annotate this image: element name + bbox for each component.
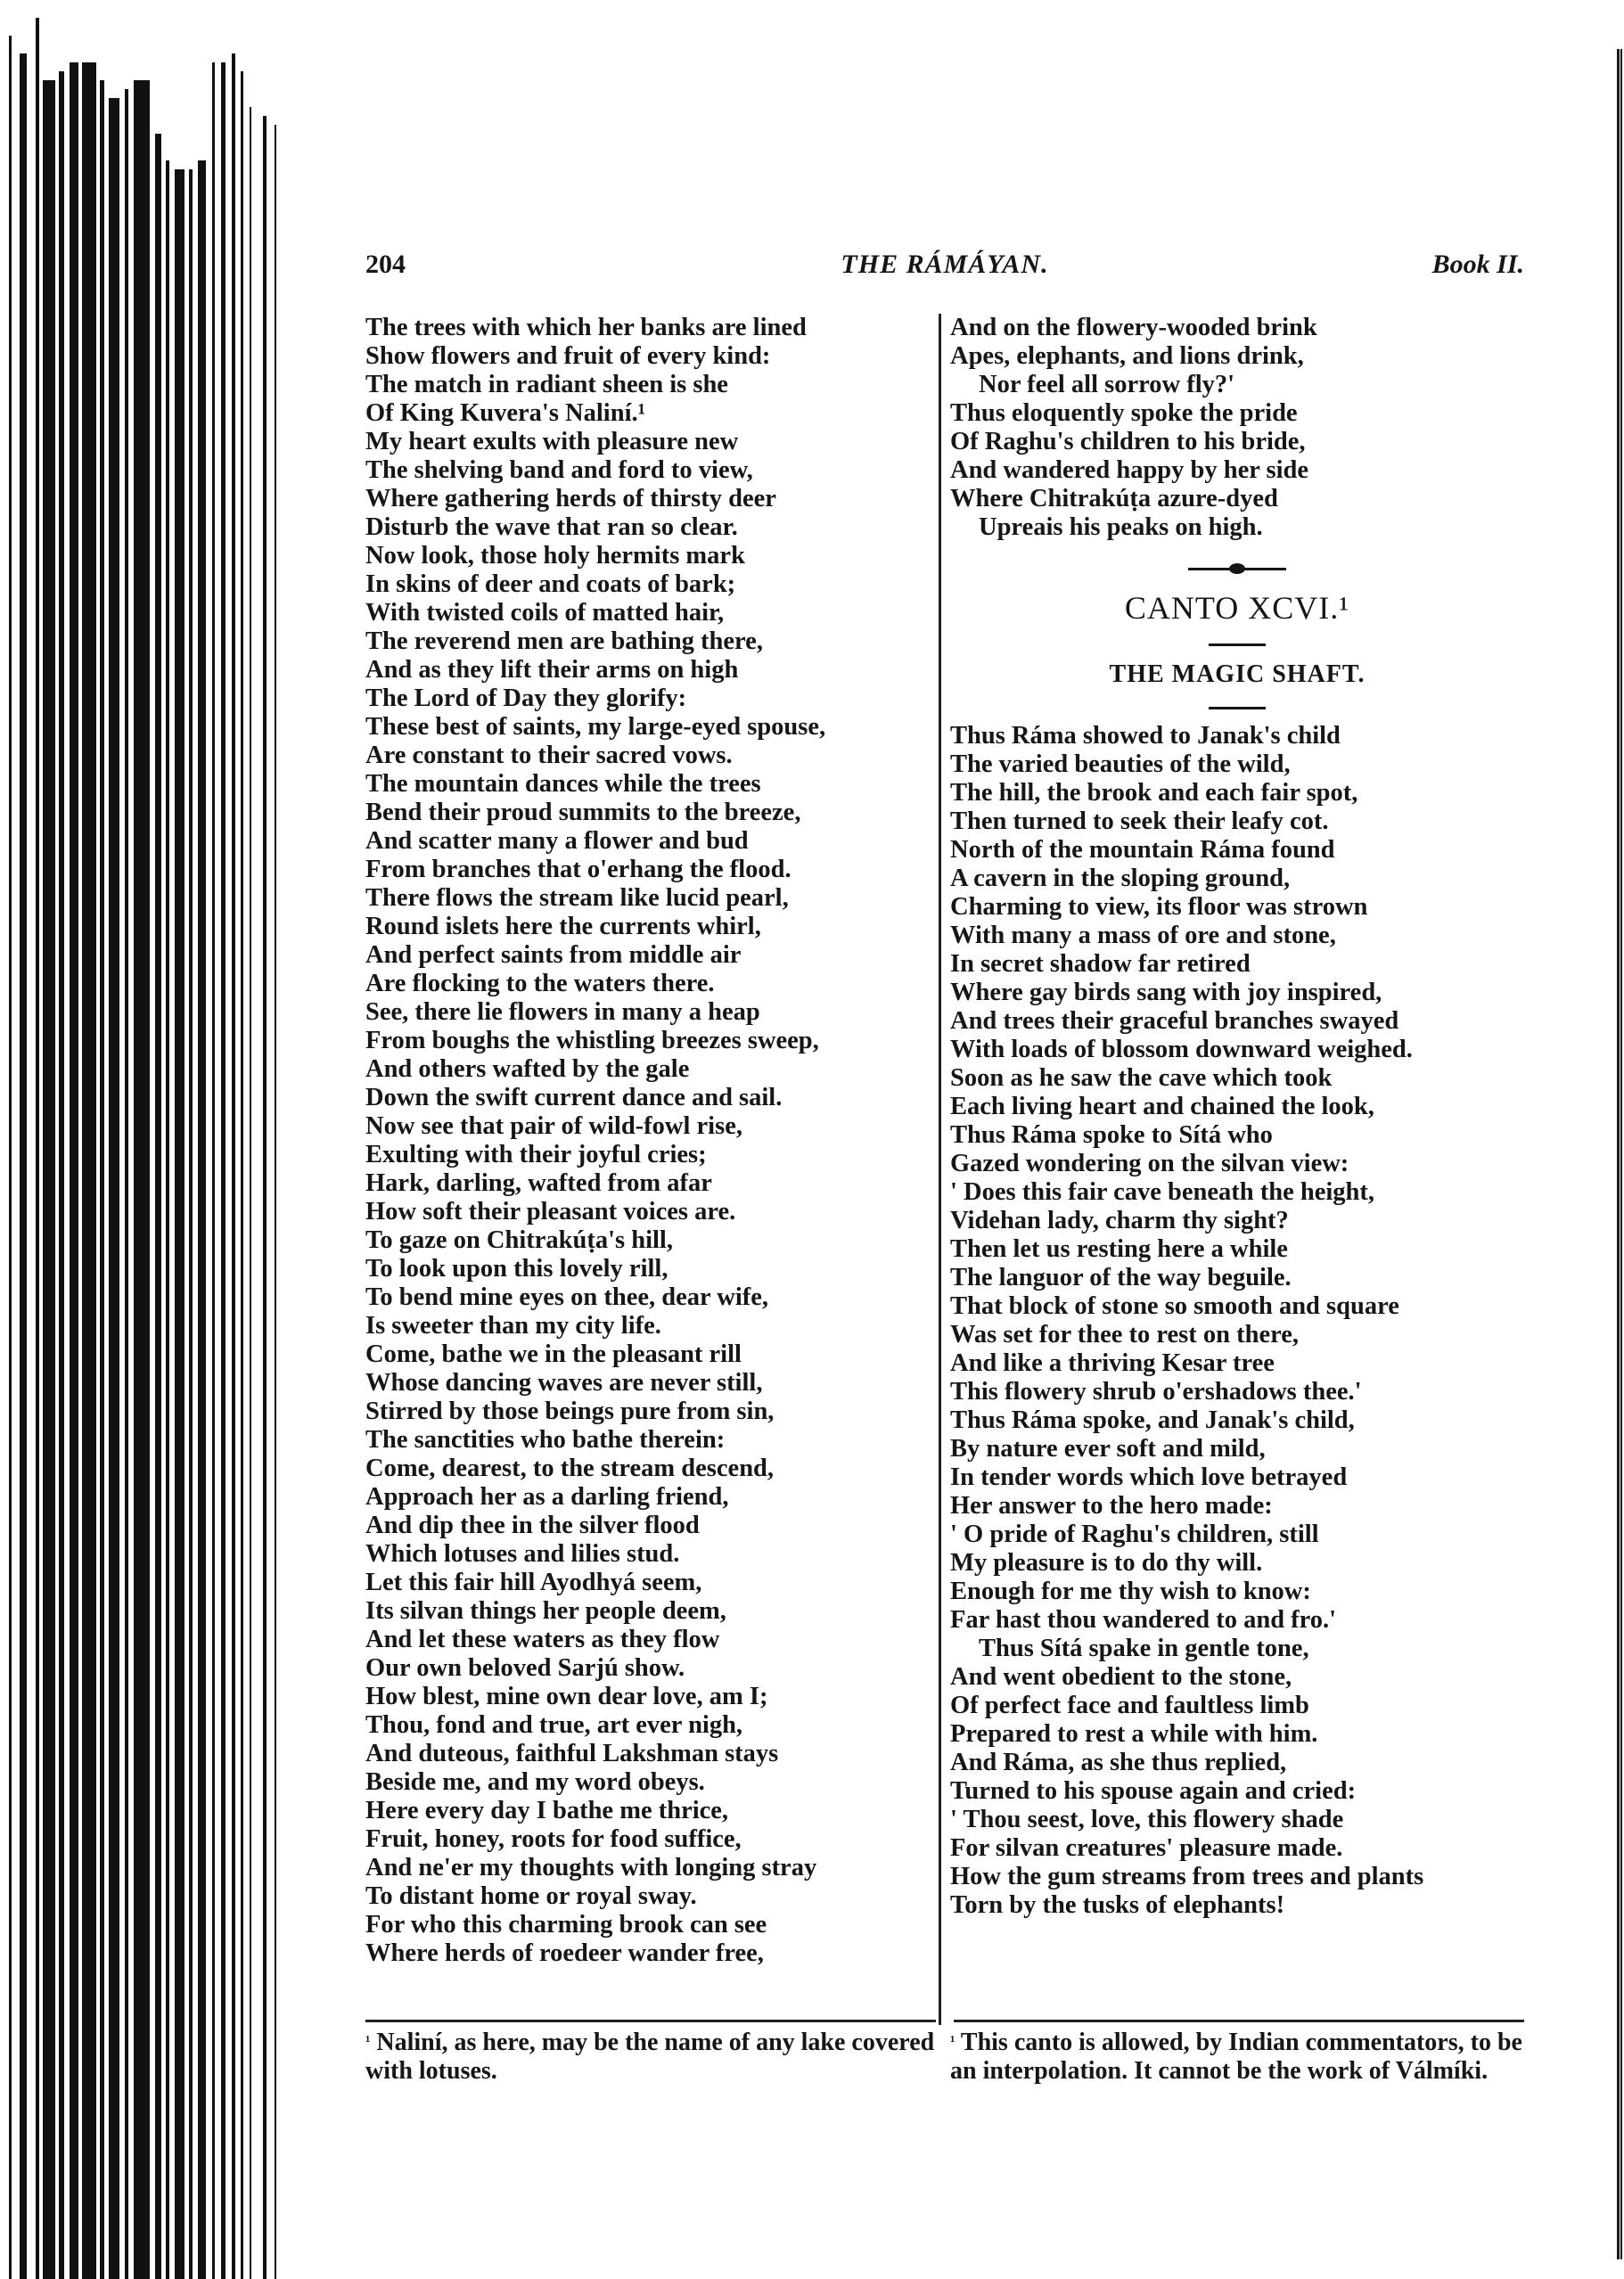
verse-line: The reverend men are bathing there, — [365, 627, 763, 655]
verse-line: Come, dearest, to the stream descend, — [365, 1455, 775, 1482]
verse-line: See, there lie flowers in many a heap — [365, 998, 760, 1026]
verse-line: Charming to view, its floor was strown — [950, 893, 1368, 921]
verse-line: From boughs the whistling breezes sweep, — [365, 1027, 819, 1054]
left-footnote-rule — [365, 2020, 936, 2022]
verse-line: ' Does this fair cave beneath the height, — [950, 1178, 1375, 1206]
verse-line: In skins of deer and coats of bark; — [365, 570, 736, 598]
verse-line: ' Thou seest, love, this flowery shade — [950, 1806, 1344, 1833]
verse-line: My heart exults with pleasure new — [365, 428, 739, 455]
verse-line: The sanctities who bathe therein: — [365, 1426, 726, 1454]
verse-line: A cavern in the sloping ground, — [950, 865, 1291, 892]
verse-line: Thus Ráma spoke to Sítá who — [950, 1121, 1273, 1149]
verse-line: To bend mine eyes on thee, dear wife, — [365, 1283, 769, 1311]
verse-line: From branches that o'erhang the flood. — [365, 856, 791, 883]
footnote-text: Naliní, as here, may be the name of any lake covered with lotuses. — [365, 2029, 935, 2085]
verse-line: Then turned to seek their leafy cot. — [950, 807, 1329, 835]
verse-line: Each living heart and chained the look, — [950, 1093, 1374, 1120]
verse-line: Disturb the wave that ran so clear. — [365, 513, 738, 541]
verse-line: The match in radiant sheen is she — [365, 371, 728, 398]
verse-line: Upreais his peaks on high. — [979, 513, 1263, 541]
verse-line: Videhan lady, charm thy sight? — [950, 1207, 1289, 1234]
right-footnote-rule — [954, 2020, 1524, 2022]
footnote-mark: ¹ — [365, 2032, 371, 2050]
verse-line: Where herds of roedeer wander free, — [365, 1939, 764, 1967]
verse-line: With many a mass of ore and stone, — [950, 922, 1336, 949]
text-columns — [365, 314, 1524, 2034]
verse-line: Of King Kuvera's Naliní.¹ — [365, 399, 646, 427]
verse-line: And wandered happy by her side — [950, 456, 1309, 484]
verse-line: And Ráma, as she thus replied, — [950, 1749, 1287, 1776]
verse-line: Thus Ráma showed to Janak's child — [950, 722, 1341, 750]
verse-line: And dip thee in the silver flood — [365, 1512, 700, 1539]
verse-line: Are flocking to the waters there. — [365, 970, 715, 997]
verse-line: To look upon this lovely rill, — [365, 1255, 668, 1283]
verse-line: For silvan creatures' pleasure made. — [950, 1834, 1343, 1862]
verse-line: Here every day I bathe me thrice, — [365, 1797, 729, 1824]
verse-line: Was set for thee to rest on there, — [950, 1321, 1299, 1349]
verse-line: The mountain dances while the trees — [365, 770, 761, 798]
verse-line: Thus Ráma spoke, and Janak's child, — [950, 1406, 1355, 1434]
verse-line: Round islets here the currents whirl, — [365, 913, 761, 940]
verse-line: That block of stone so smooth and square — [950, 1292, 1399, 1320]
verse-line: Her answer to the hero made: — [950, 1492, 1273, 1520]
title-rule — [1209, 644, 1266, 646]
book-reference: Book II. — [1431, 250, 1524, 279]
footnote-text: This canto is allowed, by Indian commentators, to be an interpolation. It cannot be the work of Válmíki. — [950, 2029, 1522, 2085]
verse-line: Enough for me thy wish to know: — [950, 1578, 1311, 1605]
verse-line: How the gum streams from trees and plants — [950, 1863, 1424, 1890]
verse-line: The trees with which her banks are lined — [365, 314, 807, 341]
book-page — [365, 250, 1524, 2085]
verse-line: How soft their pleasant voices are. — [365, 1198, 736, 1226]
verse-line: Beside me, and my word obeys. — [365, 1768, 705, 1796]
verse-line: For who this charming brook can see — [365, 1911, 767, 1939]
verse-line: Thou, fond and true, art ever nigh, — [365, 1711, 743, 1739]
canto-subtitle: THE MAGIC SHAFT. — [1109, 660, 1366, 688]
right-column — [950, 314, 1524, 1920]
verse-line: Is sweeter than my city life. — [365, 1312, 661, 1340]
verse-line: Turned to his spouse again and cried: — [950, 1777, 1357, 1805]
verse-line: And scatter many a flower and bud — [365, 827, 749, 855]
verse-line: In tender words which love betrayed — [950, 1463, 1348, 1491]
verse-line: And as they lift their arms on high — [365, 656, 739, 684]
ornament-divider — [1188, 562, 1286, 576]
verse-line: And ne'er my thoughts with longing stray — [365, 1854, 817, 1881]
verse-line: And let these waters as they flow — [365, 1626, 720, 1653]
verse-line: The varied beauties of the wild, — [950, 750, 1291, 778]
verse-line: And trees their graceful branches swayed — [950, 1007, 1399, 1035]
verse-line: This flowery shrub o'ershadows thee.' — [950, 1378, 1362, 1406]
verse-line: Stirred by those beings pure from sin, — [365, 1398, 775, 1425]
verse-line: To gaze on Chitrakúṭa's hill, — [365, 1226, 673, 1254]
verse-line: Now see that pair of wild-fowl rise, — [365, 1112, 742, 1140]
verse-line: Then let us resting here a while — [950, 1235, 1288, 1263]
verse-line: The Lord of Day they glorify: — [365, 685, 687, 712]
verse-line: The hill, the brook and each fair spot, — [950, 779, 1358, 807]
verse-line: Hark, darling, wafted from afar — [365, 1169, 712, 1197]
verse-line: Let this fair hill Ayodhyá seem, — [365, 1569, 702, 1596]
verse-line: Torn by the tusks of elephants! — [950, 1891, 1285, 1919]
verse-line: Show flowers and fruit of every kind: — [365, 342, 771, 370]
verse-line: And perfect saints from middle air — [365, 941, 742, 969]
verse-line: In secret shadow far retired — [950, 950, 1251, 978]
verse-line: Come, bathe we in the pleasant rill — [365, 1340, 742, 1368]
subtitle-rule — [1209, 707, 1266, 709]
verse-line: Whose dancing waves are never still, — [365, 1369, 763, 1397]
footnote-mark: ¹ — [950, 2032, 956, 2050]
verse-line: Where gathering herds of thirsty deer — [365, 485, 776, 512]
verse-line: And others wafted by the gale — [365, 1055, 690, 1083]
verse-line: Of perfect face and faultless limb — [950, 1692, 1309, 1719]
verse-line: Gazed wondering on the silvan view: — [950, 1150, 1349, 1177]
verse-line: And like a thriving Kesar tree — [950, 1349, 1275, 1377]
verse-line: How blest, mine own dear love, am I; — [365, 1683, 768, 1710]
canto-title: CANTO XCVI.¹ — [1124, 590, 1350, 626]
verse-line: Of Raghu's children to his bride, — [950, 428, 1306, 455]
column-divider — [939, 314, 941, 2025]
verse-line: Where gay birds sang with joy inspired, — [950, 979, 1382, 1006]
verse-line: Bend their proud summits to the breeze, — [365, 799, 801, 826]
page-header — [365, 250, 1524, 299]
verse-line: The languor of the way beguile. — [950, 1264, 1292, 1291]
verse-line: ' O pride of Raghu's children, still — [950, 1521, 1319, 1548]
right-column-verses-top — [950, 314, 1524, 542]
verse-line: Prepared to rest a while with him. — [950, 1720, 1318, 1748]
verse-line: To distant home or royal sway. — [365, 1882, 697, 1910]
verse-line: Thus eloquently spoke the pride — [950, 399, 1298, 427]
verse-line: There flows the stream like lucid pearl, — [365, 884, 789, 912]
verse-line: Our own beloved Sarjú show. — [365, 1654, 685, 1682]
verse-line: Down the swift current dance and sail. — [365, 1084, 783, 1111]
running-title: THE RÁMÁYAN. — [841, 250, 1049, 279]
footnote-left — [365, 2029, 936, 2086]
verse-line: Nor feel all sorrow fly?' — [979, 371, 1235, 398]
verse-line: Its silvan things her people deem, — [365, 1597, 726, 1625]
verse-line: My pleasure is to do thy will. — [950, 1549, 1263, 1577]
footnote-right — [950, 2029, 1524, 2086]
right-page-edge — [1615, 49, 1624, 2259]
verse-line: Thus Sítá spake in gentle tone, — [979, 1635, 1309, 1662]
verse-line: And went obedient to the stone, — [950, 1663, 1292, 1691]
verse-line: Which lotuses and lilies stud. — [365, 1540, 680, 1568]
right-column-verses-bottom — [950, 722, 1524, 1920]
verse-line: Fruit, honey, roots for food suffice, — [365, 1825, 742, 1853]
verse-line: Approach her as a darling friend, — [365, 1483, 729, 1511]
page-number: 204 — [365, 250, 406, 279]
verse-line: Soon as he saw the cave which took — [950, 1064, 1333, 1092]
book-binding-edge — [0, 0, 285, 2279]
verse-line: And duteous, faithful Lakshman stays — [365, 1740, 779, 1767]
verse-line: The shelving band and ford to view, — [365, 456, 753, 484]
verse-line: With twisted coils of matted hair, — [365, 599, 725, 627]
verse-line: North of the mountain Ráma found — [950, 836, 1335, 864]
verse-line: Where Chitrakúṭa azure-dyed — [950, 485, 1278, 512]
verse-line: Are constant to their sacred vows. — [365, 742, 733, 769]
verse-line: Exulting with their joyful cries; — [365, 1141, 707, 1168]
verse-line: Now look, those holy hermits mark — [365, 542, 745, 570]
verse-line: With loads of blossom downward weighed. — [950, 1036, 1413, 1063]
verse-line: Apes, elephants, and lions drink, — [950, 342, 1304, 370]
verse-line: And on the flowery-wooded brink — [950, 314, 1317, 341]
verse-line: By nature ever soft and mild, — [950, 1435, 1266, 1463]
left-column — [365, 314, 936, 1968]
verse-line: Far hast thou wandered to and fro.' — [950, 1606, 1337, 1634]
verse-line: These best of saints, my large-eyed spouse, — [365, 713, 826, 741]
